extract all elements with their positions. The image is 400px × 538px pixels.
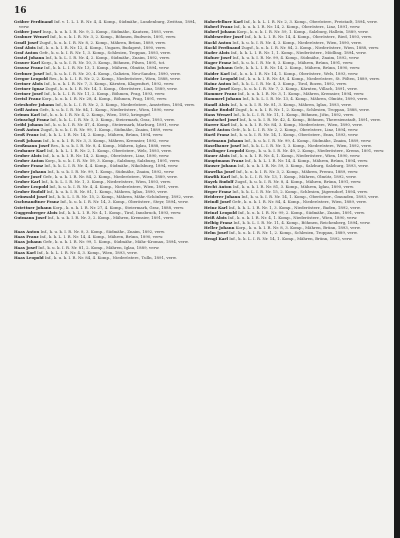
entry-name: Grausz Franz <box>14 65 43 71</box>
entry-name: Gruber Leopold <box>14 184 49 189</box>
entry-details: Inf., k. u. k. I. R. Nr. 20, 4. Komp., Galizien, Neu-Sandez, 1890, verw. <box>45 70 181 76</box>
entry-name: Helm Josef <box>204 230 228 236</box>
entry-name: Guggenberger Alois <box>14 209 58 215</box>
entry-name: Grieshofer Johann <box>14 101 54 107</box>
entry-details: Inf., k. u. k. I. R. Nr. 99, 2. Komp., Südmähr., Znaim, 1891, verw. <box>238 209 365 215</box>
entry-details: Korp., k. u. k. I. R. Nr. 7, 2. Komp., Kärnten, Villach, 1891, verw. <box>231 86 358 92</box>
entry-name: Groß Franz <box>14 132 39 138</box>
entry-details: Inf., k. u. k. I. R. Nr. 14, 3. Komp., Oberösterr., Steyr, 1894, verw. <box>60 199 189 205</box>
entry-details: Inf., k. u. k. I. R. Nr. 84, 4. Komp., Niederösterr., Tulln, 1891, verw. <box>44 254 177 260</box>
entry-name: Haas Anton <box>14 229 40 235</box>
entry-details: Gefr., k. u. k. I. R. Nr. 1, 3. Komp., Schlesien, Troppau, 1893, verw. <box>39 49 171 55</box>
entry-details: Inf., k. u. k. I. R. Nr. 8, 3. Komp., Südmähr., Znaim, 1892, verw. <box>40 229 166 235</box>
entry-details: Zugsf., k. u. k. I. R. Nr. 14, 1. Komp., Oberösterr., Linz, 1889, verw. <box>45 86 178 92</box>
entry-name: Hackl Ferdinand <box>204 44 241 50</box>
entry-details: Inf., k. u. k. I. R. Nr. 84, 3. Komp., Niederösterr., Wien, 1890, verw. <box>230 122 363 128</box>
entry-name: Haider Leopold <box>204 75 238 81</box>
entry-details: Inf., k. u. k. I. R. Nr. 4, 2. Komp., Wien, 1892, kriegsgef. <box>41 111 151 117</box>
entry-name: Groß Anton <box>14 127 40 133</box>
entry-details: Gefr., k. u. k. I. R. Nr. 84, 1. Komp., Niederösterr., Wien, 1890, verw. <box>39 106 175 112</box>
entry-name: Gröbl Johann <box>14 122 43 128</box>
section-gap <box>14 220 196 229</box>
entry-name: Haselbauer Josef <box>204 142 242 148</box>
entry-name: Gradl Josef <box>14 39 39 45</box>
entry-details: Zugsf., k. u. k. I. R. Nr. 8, 4. Komp., Mähren, Brünn, 1891, verw. <box>234 178 362 184</box>
entry-name: Grauer Karl <box>14 60 41 66</box>
entry-details: Inf., k. u. k. I. R. Nr. 49, 4. Komp., Niederösterr., St. Pölten, 1889, verw. <box>238 75 380 81</box>
entry-name: Gruber Rudolf <box>14 189 46 195</box>
entry-name: Haas Leopold <box>14 254 44 260</box>
entry-name: Haberl Johann <box>204 29 236 35</box>
entry-details: Inf., k. u. k. I. R. Nr. 3, 2. Komp., Böhmen, Budweis, 1891, verw. <box>50 34 177 40</box>
entry-name: Gruber Alois <box>14 153 42 159</box>
entry-details: Inf., k. u. k. I. R. Nr. 14, 2. Komp., Oberösterr., Linz, 1891, verw. <box>233 24 361 30</box>
entry-name: Gruber Karl <box>14 178 41 184</box>
entry-details: Inf., k. k. L. I. R. Nr. 4, 4. Komp., Südmähr., Nikolsburg, 1894, verw. <box>44 163 179 169</box>
entry-name: Haberl Franz <box>204 24 233 30</box>
entry-name: Hartmann Johann <box>204 137 244 143</box>
entry-details: Inf., k. k. L. I. R. Nr. 14, 2. Komp., Mähren, Brünn, 1894, verw. <box>39 132 164 138</box>
entry-name: Hafner Josef <box>204 55 232 61</box>
entry-details: Inf., k. u. k. I. R. Nr. 81, 3. Komp., Mähren, Iglau, 1890, verw. <box>232 184 355 189</box>
entry-name: Gräber Ferdinand <box>14 19 53 24</box>
entry-name: Gruber Anton <box>14 158 44 164</box>
entry-name: Gschwandtner Franz <box>14 199 59 205</box>
entry-details: Inf., k. u. k. I. R. Nr. 14, 1. Komp., Oberösterr., Wels, 1893, verw. <box>230 70 359 76</box>
entry-details: Inf., k. u. k. I. R. Nr. 47, 4. Komp., Steiermark, Marburg, 1891, verw. <box>44 122 180 128</box>
entry-name: Gutmann Josef <box>14 214 47 220</box>
entry-name: Helbig Franz <box>204 220 233 226</box>
entry-name: Hans Wenzel <box>204 111 233 117</box>
entry-name: Heger Franz <box>204 189 232 195</box>
entry-details: Inf., k. k. L. I. R. Nr. 11, 4. Komp., Böhmen, Reichenberg, 1894, verw. <box>233 220 371 226</box>
entry-details: Inf., k. u. k. I. R. Nr. 81, 2. Komp., Mähren, Iglau, 1889, verw. <box>38 244 160 250</box>
right-entries <box>204 19 386 241</box>
entry-details: Inf., k. u. k. I. R. Nr. 4, 1. Komp., Niederösterr., Wien, 1890, verw. <box>230 153 361 159</box>
entry-details: Inf., k. k. L. I. R. Nr. 4, 2. Komp., Südmähr., Znaim, 1892, verw. <box>45 55 170 61</box>
entry-details: Gefr., k. k. L. I. R. Nr. 14, 2. Komp., Mähren, Brünn, 1890, verw. <box>233 65 361 71</box>
entry-name: Haslinger Leopold <box>204 147 245 153</box>
entry-details: Inf., k. u. k. I. R. Nr. 3, 3. Komp., Mähren, Kremsier, 1892, verw. <box>42 137 170 143</box>
entry-details: Inf. v. 1. L. I. R. Nr. 4, 4. Komp., Südmähr., Lundenburg, Zwittau, 1894, verw. <box>19 19 196 30</box>
entry-name: Greisl Franz <box>14 96 41 102</box>
entry-details: Inf., k. k. L. I. R. Nr. 13, 4. Komp., Mähren, Olmütz, 1890, verw. <box>242 96 368 102</box>
entry-name: Grabner Wenzel <box>14 34 49 40</box>
entry-details: Zugsf., k. u. k. I. R. Nr. 8, 2. Komp., Mähren, Brünn, 1889, verw. <box>39 39 166 45</box>
entry-details: Inf., k. u. k. I. R. Nr. 14, 2. Komp., Oberösterr., Linz, 1890, verw. <box>42 153 170 159</box>
entry-details: Korp., k. u. k. I. R. Nr. 27, 4. Komp., Steiermark, Graz, 1888, verw. <box>52 204 185 210</box>
entry-details: Inf., k. k. L. I. R. Nr. 4, 3. Komp., Tirol, Bozen, 1892, verw. <box>232 80 347 86</box>
entry-name: Haider Karl <box>204 70 230 76</box>
entry-name: Gruber Johann <box>14 168 47 174</box>
entry-details: Inf., k. u. k. I. R. Nr. 1, 2. Komp., Schlesien, Troppau, 1889, verw. <box>229 230 358 236</box>
entry-details: Inf., k. k. L. I. R. Nr. 14, 1. Komp., Mähren, Brünn, 1892, verw. <box>229 235 353 241</box>
entry-name: Gstettner Johann <box>14 204 52 210</box>
entry-name: Hader Alois <box>204 49 230 55</box>
entry-details: Inf., k. u. k. I. R. Nr. 3, 2. Komp., Mähren, Prerau, 1889, verw. <box>236 168 359 174</box>
page-number: 16 <box>14 6 27 16</box>
entry-details: Inf., k. u. k. I. R. Nr. 3, 1. Komp., Mähren, Kremsier, 1894, verw. <box>237 91 365 97</box>
entry-name: Heiderer Johann <box>204 194 241 200</box>
entry-name: Haller Josef <box>204 86 230 92</box>
register-entry <box>204 236 386 241</box>
entry-details: Korp., k. u. k. I. R. Nr. 59, 3. Komp., Salzburg, Salzburg, 1891, verw. <box>45 158 181 164</box>
register-entry <box>14 255 196 260</box>
entry-name: Grimm Karl <box>14 111 40 117</box>
entry-name: Haas Johann <box>14 239 42 245</box>
entry-details: Inf., k. k. L. I. R. Nr. 1, 3. Komp., Niederösterr., Baden, 1892, verw. <box>228 204 361 210</box>
entry-details: Inf., k. u. k. I. R. Nr. 14, 1. Komp., Oberösterr., Enns, 1893, verw. <box>230 132 359 138</box>
entry-name: Hackl Anton <box>204 39 232 45</box>
entry-details: Inf., k. u. k. I. R. Nr. 4, 3. Komp., Niederösterr., Wien, 1890, verw. <box>232 39 362 45</box>
entry-name: Hanke Rudolf <box>204 106 235 112</box>
entry-details: Inf., k. u. k. I. R. Nr. 4, 1. Komp., Niederösterr., Wien, 1890, verw. <box>227 214 358 220</box>
entry-name: Heller Johann <box>204 225 235 231</box>
entry-name: Hengl Karl <box>204 235 228 241</box>
entry-name: Hahn Johann <box>204 65 233 71</box>
entry-details: Korp., k. u. k. I. R. Nr. 8, 3. Komp., Mähren, Brünn, 1893, verw. <box>235 225 361 231</box>
entry-name: Greiner Ignaz <box>14 86 45 92</box>
entry-name: Graf Anton <box>14 49 38 55</box>
entry-name: Grünwald Josef <box>14 194 48 200</box>
entry-name: Heiß Alois <box>204 214 227 220</box>
entry-name: Hauser Johann <box>204 163 237 169</box>
entry-name: Graf Alois <box>14 44 36 50</box>
entry-name: Heindl Josef <box>204 199 231 205</box>
entry-name: Hartl Franz <box>204 132 230 138</box>
entry-name: Haberfellner Karl <box>204 19 243 24</box>
entry-name: Harrer Karl <box>204 122 230 128</box>
entry-details: Inf., k. u. k. I. R. Nr. 8, 3. Komp., Mähren, Brünn, 1891, verw. <box>232 60 354 66</box>
entry-details: Inf., k. u. k. I. R. Nr. 4, 4. Komp., Niederösterr., Wien, 1891, verw. <box>49 184 179 189</box>
entry-details: Gefr., k. u. k. I. R. Nr. 84, 4. Komp., Niederösterr., Wien, 1889, verw. <box>232 199 367 205</box>
entry-details: Inf., k. u. k. I. R. Nr. 81, 1. Komp., Mähren, Iglau, 1890, verw. <box>46 189 168 195</box>
entry-details: Inf., k. k. L. I. R. Nr. 3, 3. Komp., Steiermark, Graz, 1893, verw. <box>50 116 175 122</box>
entry-name: Haas Josef <box>14 244 38 250</box>
entry-details: Inf., k. k. L. I. R. Nr. 15, 2. Komp., Mähren, Mähr.-Schönberg, 1892, verw. <box>48 194 194 200</box>
entry-name: Hawelka Josef <box>204 168 235 174</box>
entry-details: Inf., k. k. L. I. R. Nr. 13, 1. Komp., Mähren, Olmütz, 1892, verw. <box>231 173 357 179</box>
entry-name: Gregor Leopold <box>14 75 48 81</box>
entry-name: Hayek Rudolf <box>204 178 234 184</box>
entry-name: Grubauer Karl <box>14 147 46 153</box>
entry-details: Inf., k. k. L. I. R. Nr. 2, 1. Komp., Oberösterr., Wels, 1893, verw. <box>46 147 172 153</box>
entry-details: Inf., k. u. k. I. R. Nr. 3, 2. Komp., Mähren, Kremsier, 1891, verw. <box>47 214 174 220</box>
entry-details: Inf., k. k. L. I. R. Nr. 11, 2. Komp., Böhmen, Prag, 1893, verw. <box>44 91 166 97</box>
left-tail-entries <box>14 229 196 260</box>
entry-name: Hantschel Josef <box>204 116 239 122</box>
entry-details: Zugsf., k. u. k. I. R. Nr. 99, 1. Komp., Südmähr., Znaim, 1889, verw. <box>40 127 174 133</box>
scan-edge <box>394 0 400 538</box>
register-entry <box>14 19 196 29</box>
entry-name: Hecht Anton <box>204 184 232 189</box>
entry-name: Grill Anton <box>14 106 39 112</box>
left-entries <box>14 19 196 220</box>
entry-name: Grebner Josef <box>14 70 45 76</box>
entry-name: Hager Franz <box>204 60 232 66</box>
entry-name: Gräber Josef <box>14 29 42 35</box>
entry-details: Korp., k. u. k. I. R. Nr. 59, 1. Komp., Salzburg, Hallein, 1889, verw. <box>236 29 369 35</box>
entry-name: Haas Franz <box>14 234 39 240</box>
entry-details: Inf., k. u. k. I. R. Nr. 99, 1. Komp., Südmähr., Znaim, 1892, verw. <box>47 168 175 174</box>
entry-details: Inf., k. k. L. I. R. Nr. 1, 3. Komp., Niederösterr., Wien, 1892, verw. <box>242 142 372 148</box>
entry-details: Inf., k. k. L. I. R. Nr. 1, 3. Komp., Niederösterr., Wien, 1893, verw. <box>41 178 172 184</box>
entry-name: Groß Johann <box>14 137 42 143</box>
right-column <box>204 19 386 241</box>
entry-details: Inf., k. u. k. I. R. Nr. 12, 4. Komp., Ungarn, Budapest, 1890, verw. <box>36 44 167 50</box>
entry-details: Inf., k. k. L. I. R. Nr. 13, 1. Komp., Mähren, Olmütz, 1894, verw. <box>44 65 170 71</box>
entry-details: Inf., k. u. k. I. R. Nr. 59, 3. Komp., Salzburg, Salzburg, 1893, verw. <box>237 163 369 169</box>
entry-details: Inf., k. k. L. I. R. Nr. 15, 2. Komp., Schlesien, Jägerndorf, 1894, verw. <box>232 189 368 195</box>
entry-name: Greiner Alois <box>14 80 43 86</box>
entry-name: Gruber Franz <box>14 163 44 169</box>
register-entry <box>14 215 196 220</box>
entry-name: Haas Karl <box>14 249 36 255</box>
entry-details: Gefr., k. u. k. I. R. Nr. 99, 1. Komp., Südmähr., Mähr.-Kromau, 1894, verw. <box>42 239 189 245</box>
entry-name: Hainz Anton <box>204 80 232 86</box>
entry-details: Inf., k. k. L. I. R. Nr. 4, 1. Komp., Tirol, Innsbruck, 1893, verw. <box>58 209 182 215</box>
entry-name: Handl Alois <box>204 101 230 107</box>
entry-name: Heinzl Leopold <box>204 209 237 215</box>
entry-details: Zugsf., k. u. k. I. R. Nr. 84, 2. Komp., Niederösterr., Wien, 1888, verw. <box>241 44 380 50</box>
entry-details: Gefr., k. k. L. I. R. Nr. 2, 2. Komp., Oberösterr., Linz, 1894, verw. <box>231 127 359 133</box>
entry-details: Inf., k. k. L. I. R. Nr. 14, 4. Komp., Oberösterr., Ried, 1893, verw. <box>244 34 373 40</box>
entry-name: Hammer Franz <box>204 91 237 97</box>
entry-name: Grinschgl Franz <box>14 116 49 122</box>
entry-details: Gefr., k. u. k. I. R. Nr. 84, 2. Komp., Niederösterr., Wien, 1889, verw. <box>42 173 178 179</box>
entry-details: Res., k. k. L. I. R. Nr. 2, 2. Komp., Niederösterr., Wien, 1888, verw. <box>49 75 181 81</box>
entry-name: Hawlik Karl <box>204 173 230 179</box>
entry-details: Res., k. u. k. I. R. Nr. 8, 4. Komp., Mähren, Iglau, 1888, verw. <box>50 142 172 148</box>
entry-name: Gruber Josef <box>14 173 42 179</box>
entry-details: Inf., k. k. L. I. R. Nr. 2, 3. Komp., Oberösterr., Freistadt, 1894, verw. <box>243 19 378 24</box>
entry-details: Korp., k. u. k. I. R. Nr. 28, 4. Komp., Böhmen, Prag, 1891, verw. <box>41 96 168 102</box>
entry-details: Inf., k. u. k. I. R. Nr. 99, 4. Komp., Südmähr., Znaim, 1892, verw. <box>232 55 360 61</box>
entry-name: Greiner Josef <box>14 91 43 97</box>
entry-details: Inf., k. k. L. I. R. Nr. 14, 4. Komp., Mähren, Brünn, 1890, verw. <box>39 234 164 240</box>
entry-details: Inf., k. u. k. I. R. Nr. 42, 4. Komp., Böhmen, Theresienstadt, 1891, verw. <box>239 116 381 122</box>
entry-name: Hauer Alois <box>204 153 230 159</box>
entry-details: Inf., k. u. k. I. R. Nr. 7, 3. Komp., Kärnten, Klagenfurt, 1892, verw. <box>44 80 175 86</box>
entry-name: Hablesreiter Josef <box>204 34 244 40</box>
entry-details: Inf., k. k. L. I. R. Nr. 2, 3. Komp., Niederösterr., Amstetten, 1894, verw. <box>55 101 196 107</box>
entry-details: Inf., k. k. L. I. R. Nr. 14, 4. Komp., Mähren, Brünn, 1894, verw. <box>244 158 369 164</box>
entry-name: Hartl Anton <box>204 127 230 133</box>
entry-details: Inf., k. u. k. I. R. Nr. 14, 1. Komp., Oberösterr., Gmunden, 1893, verw. <box>241 194 379 200</box>
entry-name: Großmann Josef <box>14 142 50 148</box>
entry-details: Zugsf., k. u. k. I. R. Nr. 1, 2. Komp., Schlesien, Troppau, 1888, verw. <box>235 106 370 112</box>
entry-details: Inf., k. k. L. I. R. Nr. 4, 3. Komp., Wien, 1893, verw. <box>36 249 138 255</box>
left-column <box>14 19 196 260</box>
entry-details: Inf., k. k. L. I. R. Nr. 1, 1. Komp., Niederösterr., Mödling, 1894, verw. <box>230 49 367 55</box>
entry-details: Korp., k. u. k. I. R. Nr. 10, 3. Komp., Böhmen, Pilsen, 1891, tot. <box>41 60 166 66</box>
entry-name: Heinz Karl <box>204 204 228 210</box>
entry-details: Inf., k. u. k. I. R. Nr. 81, 3. Komp., Mähren, Iglau, 1893, verw. <box>230 101 352 107</box>
entry-name: Hammerl Johann <box>204 96 242 102</box>
entry-details: Inf., k. u. k. I. R. Nr. 99, 4. Komp., Südmähr., Znaim, 1889, verw. <box>244 137 372 143</box>
entry-name: Gratzl Johann <box>14 55 45 61</box>
entry-details: Insp., k. u. k. I. R. Nr. 9, 2. Komp., Südmähr., Kautzen, 1893, verw. <box>42 29 174 35</box>
entry-details: Korp., k. u. k. I. R. Nr. 49, 2. Komp., Niederösterr., Krems, 1891, verw. <box>245 147 385 153</box>
entry-details: Inf., k. k. L. I. R. Nr. 11, 1. Komp., Böhmen, Jičin, 1892, verw. <box>233 111 354 117</box>
entry-name: Hauptmann Franz <box>204 158 244 164</box>
